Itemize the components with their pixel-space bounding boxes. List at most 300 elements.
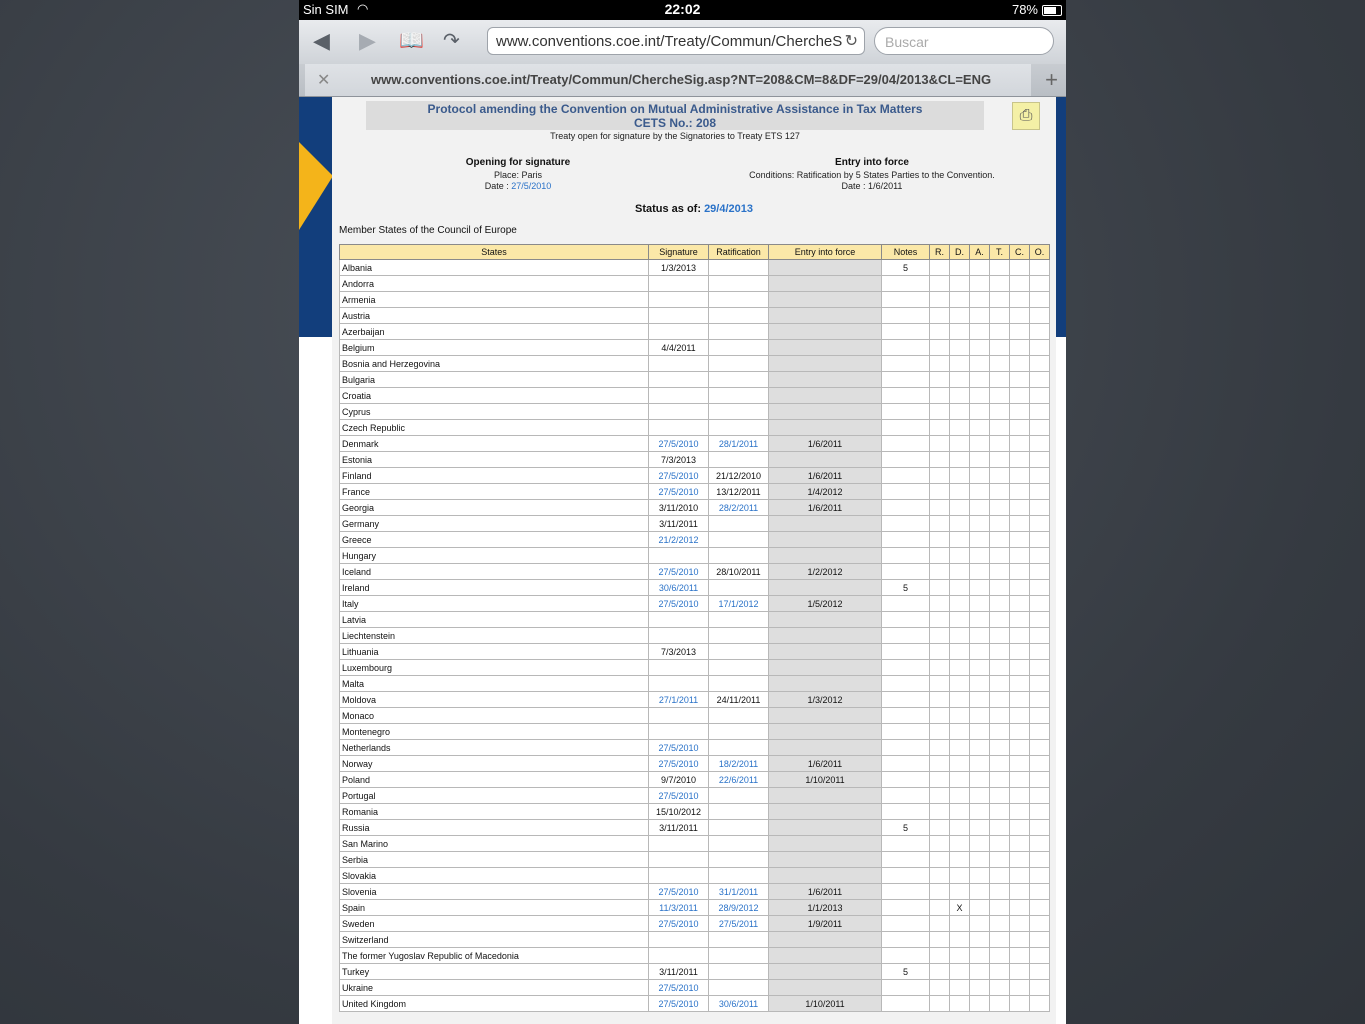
table-row xyxy=(340,964,1050,980)
o-cell xyxy=(1030,324,1050,340)
treaty-title-box xyxy=(366,101,984,130)
table-row xyxy=(340,612,1050,628)
d-cell xyxy=(950,660,970,676)
d-cell xyxy=(950,868,970,884)
ratification-cell xyxy=(709,308,769,324)
ratification-cell[interactable]: 22/6/2011 xyxy=(709,772,769,788)
signature-cell[interactable]: 27/5/2010 xyxy=(649,564,709,580)
ratification-cell[interactable]: 18/2/2011 xyxy=(709,756,769,772)
battery-percent: 78% xyxy=(1011,2,1038,17)
cets-number: CETS No.: 208 xyxy=(633,116,717,130)
reload-icon[interactable]: ↻ xyxy=(844,33,858,50)
c-cell xyxy=(1010,532,1030,548)
state-cell: Ireland xyxy=(340,580,649,596)
notes-cell: 5 xyxy=(882,964,930,980)
d-cell xyxy=(950,820,970,836)
d-cell xyxy=(950,724,970,740)
ratification-cell xyxy=(709,948,769,964)
c-cell xyxy=(1010,996,1030,1012)
d-cell xyxy=(950,948,970,964)
table-row xyxy=(340,692,1050,708)
c-cell xyxy=(1010,868,1030,884)
signature-cell: 7/3/2013 xyxy=(649,644,709,660)
t-cell xyxy=(990,868,1010,884)
signature-cell[interactable]: 27/5/2010 xyxy=(649,996,709,1012)
t-cell xyxy=(990,884,1010,900)
back-arrow-icon[interactable]: ◀ xyxy=(313,28,330,53)
state-cell: Luxembourg xyxy=(340,660,649,676)
column-header: Ratification xyxy=(709,245,769,260)
t-cell xyxy=(990,932,1010,948)
ratification-cell xyxy=(709,708,769,724)
state-cell: Monaco xyxy=(340,708,649,724)
signature-cell[interactable]: 27/5/2010 xyxy=(649,468,709,484)
ratification-cell xyxy=(709,324,769,340)
d-cell xyxy=(950,740,970,756)
state-cell: Norway xyxy=(340,756,649,772)
d-cell xyxy=(950,420,970,436)
r-cell xyxy=(930,836,950,852)
c-cell xyxy=(1010,404,1030,420)
tab-title: www.conventions.coe.int/Treaty/Commun/ChercheSig.asp?NT=208&CM=8&DF=29/04/2013&CL=ENG xyxy=(371,72,992,87)
r-cell xyxy=(930,644,950,660)
notes-cell xyxy=(882,708,930,724)
ipad-screen xyxy=(299,0,1066,1024)
a-cell xyxy=(970,836,990,852)
notes-cell xyxy=(882,996,930,1012)
t-cell xyxy=(990,388,1010,404)
state-cell: San Marino xyxy=(340,836,649,852)
bookmarks-book-icon[interactable]: 📖 xyxy=(399,30,424,52)
table-row xyxy=(340,564,1050,580)
t-cell xyxy=(990,452,1010,468)
t-cell xyxy=(990,404,1010,420)
page-content xyxy=(332,97,1056,1024)
signature-cell xyxy=(649,308,709,324)
opening-date-link[interactable]: 27/5/2010 xyxy=(511,181,552,191)
t-cell xyxy=(990,292,1010,308)
entry-into-force-cell: 1/6/2011 xyxy=(769,500,882,516)
o-cell xyxy=(1030,612,1050,628)
d-cell xyxy=(950,340,970,356)
opening-date xyxy=(418,181,618,191)
o-cell xyxy=(1030,980,1050,996)
a-cell xyxy=(970,452,990,468)
carrier-label: Sin SIM xyxy=(303,2,349,17)
signature-cell xyxy=(649,292,709,308)
a-cell xyxy=(970,612,990,628)
column-header: States xyxy=(340,245,649,260)
table-row xyxy=(340,500,1050,516)
r-cell xyxy=(930,276,950,292)
ratification-cell[interactable]: 27/5/2011 xyxy=(709,916,769,932)
c-cell xyxy=(1010,916,1030,932)
entry-date: Date : 1/6/2011 xyxy=(841,181,903,191)
notes-cell xyxy=(882,516,930,532)
notes-cell xyxy=(882,804,930,820)
signature-cell xyxy=(649,356,709,372)
signature-cell[interactable]: 27/5/2010 xyxy=(649,740,709,756)
entry-into-force-cell: 1/1/2013 xyxy=(769,900,882,916)
ratification-cell xyxy=(709,932,769,948)
ratification-cell xyxy=(709,852,769,868)
notes-cell: 5 xyxy=(882,820,930,836)
close-tab-icon[interactable]: ✕ xyxy=(317,72,331,89)
d-cell xyxy=(950,308,970,324)
table-row xyxy=(340,420,1050,436)
column-header: C. xyxy=(1010,245,1030,260)
r-cell xyxy=(930,516,950,532)
c-cell xyxy=(1010,676,1030,692)
signature-cell xyxy=(649,948,709,964)
r-cell xyxy=(930,788,950,804)
signature-cell[interactable]: 27/5/2010 xyxy=(649,884,709,900)
signature-cell xyxy=(649,612,709,628)
clock: 22:02 xyxy=(664,1,701,17)
url-field[interactable] xyxy=(487,27,865,55)
table-row xyxy=(340,548,1050,564)
c-cell xyxy=(1010,500,1030,516)
c-cell xyxy=(1010,852,1030,868)
url-text: www.conventions.coe.int/Treaty/Commun/ChercheS xyxy=(496,33,843,50)
a-cell xyxy=(970,420,990,436)
ratification-cell[interactable]: 17/1/2012 xyxy=(709,596,769,612)
a-cell xyxy=(970,628,990,644)
o-cell xyxy=(1030,340,1050,356)
entry-into-force-cell: 1/3/2012 xyxy=(769,692,882,708)
d-cell xyxy=(950,916,970,932)
d-cell xyxy=(950,388,970,404)
ratification-cell xyxy=(709,612,769,628)
state-cell: Bosnia and Herzegovina xyxy=(340,356,649,372)
c-cell xyxy=(1010,644,1030,660)
table-row xyxy=(340,836,1050,852)
state-cell: Croatia xyxy=(340,388,649,404)
column-header: D. xyxy=(950,245,970,260)
signature-cell: 3/11/2011 xyxy=(649,516,709,532)
browser-toolbar xyxy=(299,20,1066,65)
r-cell xyxy=(930,612,950,628)
entry-into-force-cell xyxy=(769,612,882,628)
table-body xyxy=(340,260,1050,1012)
notes-cell xyxy=(882,628,930,644)
d-cell xyxy=(950,404,970,420)
state-cell: Iceland xyxy=(340,564,649,580)
r-cell xyxy=(930,628,950,644)
table-row xyxy=(340,676,1050,692)
signature-cell xyxy=(649,932,709,948)
d-cell xyxy=(950,676,970,692)
notes-cell xyxy=(882,900,930,916)
d-cell: X xyxy=(950,900,970,916)
state-cell: Russia xyxy=(340,820,649,836)
o-cell xyxy=(1030,596,1050,612)
t-cell xyxy=(990,676,1010,692)
web-page xyxy=(299,97,1066,1024)
state-cell: Portugal xyxy=(340,788,649,804)
ratification-cell xyxy=(709,676,769,692)
state-cell: Serbia xyxy=(340,852,649,868)
ratification-cell xyxy=(709,452,769,468)
o-cell xyxy=(1030,836,1050,852)
a-cell xyxy=(970,436,990,452)
table-row xyxy=(340,580,1050,596)
signature-cell[interactable]: 27/5/2010 xyxy=(649,484,709,500)
entry-into-force-cell: 1/10/2011 xyxy=(769,996,882,1012)
state-cell: Austria xyxy=(340,308,649,324)
d-cell xyxy=(950,708,970,724)
ratification-cell[interactable]: 28/9/2012 xyxy=(709,900,769,916)
r-cell xyxy=(930,660,950,676)
table-row xyxy=(340,820,1050,836)
a-cell xyxy=(970,916,990,932)
ratification-cell xyxy=(709,260,769,276)
d-cell xyxy=(950,980,970,996)
ratification-cell: 28/10/2011 xyxy=(709,564,769,580)
ratification-cell[interactable]: 30/6/2011 xyxy=(709,996,769,1012)
o-cell xyxy=(1030,564,1050,580)
entry-into-force-cell xyxy=(769,548,882,564)
o-cell xyxy=(1030,676,1050,692)
o-cell xyxy=(1030,308,1050,324)
battery-icon xyxy=(1042,5,1062,16)
c-cell xyxy=(1010,740,1030,756)
state-cell: Bulgaria xyxy=(340,372,649,388)
notes-cell xyxy=(882,324,930,340)
r-cell xyxy=(930,420,950,436)
a-cell xyxy=(970,948,990,964)
state-cell: Switzerland xyxy=(340,932,649,948)
ratification-cell xyxy=(709,372,769,388)
c-cell xyxy=(1010,660,1030,676)
t-cell xyxy=(990,420,1010,436)
o-cell xyxy=(1030,628,1050,644)
r-cell xyxy=(930,372,950,388)
t-cell xyxy=(990,500,1010,516)
notes-cell xyxy=(882,468,930,484)
signature-cell: 3/11/2011 xyxy=(649,964,709,980)
notes-cell xyxy=(882,916,930,932)
d-cell xyxy=(950,964,970,980)
signature-cell[interactable]: 27/5/2010 xyxy=(649,980,709,996)
notes-cell xyxy=(882,340,930,356)
signature-cell[interactable]: 30/6/2011 xyxy=(649,580,709,596)
ratification-cell xyxy=(709,532,769,548)
o-cell xyxy=(1030,916,1050,932)
opening-date-label: Date : xyxy=(484,181,512,191)
c-cell xyxy=(1010,708,1030,724)
table-row xyxy=(340,644,1050,660)
state-cell: Estonia xyxy=(340,452,649,468)
c-cell xyxy=(1010,804,1030,820)
notes-cell xyxy=(882,548,930,564)
r-cell xyxy=(930,308,950,324)
a-cell xyxy=(970,484,990,500)
signature-cell xyxy=(649,660,709,676)
o-cell xyxy=(1030,708,1050,724)
signature-cell[interactable]: 11/3/2011 xyxy=(649,900,709,916)
signature-cell[interactable]: 27/5/2010 xyxy=(649,436,709,452)
states-table xyxy=(339,244,1050,1012)
table-row xyxy=(340,356,1050,372)
d-cell xyxy=(950,260,970,276)
entry-into-force-cell xyxy=(769,452,882,468)
d-cell xyxy=(950,932,970,948)
o-cell xyxy=(1030,900,1050,916)
entry-into-force-cell xyxy=(769,740,882,756)
c-cell xyxy=(1010,692,1030,708)
table-row xyxy=(340,628,1050,644)
table-row xyxy=(340,980,1050,996)
o-cell xyxy=(1030,788,1050,804)
table-row xyxy=(340,852,1050,868)
search-input[interactable]: Buscar xyxy=(874,27,1054,55)
notes-cell xyxy=(882,404,930,420)
d-cell xyxy=(950,484,970,500)
table-row xyxy=(340,884,1050,900)
d-cell xyxy=(950,756,970,772)
r-cell xyxy=(930,596,950,612)
t-cell xyxy=(990,804,1010,820)
a-cell xyxy=(970,820,990,836)
d-cell xyxy=(950,644,970,660)
t-cell xyxy=(990,852,1010,868)
state-cell: France xyxy=(340,484,649,500)
a-cell xyxy=(970,884,990,900)
state-cell: Turkey xyxy=(340,964,649,980)
table-row xyxy=(340,372,1050,388)
table-row xyxy=(340,324,1050,340)
t-cell xyxy=(990,276,1010,292)
ratification-cell[interactable]: 31/1/2011 xyxy=(709,884,769,900)
ratification-cell xyxy=(709,964,769,980)
ratification-cell xyxy=(709,644,769,660)
signature-cell[interactable]: 27/5/2010 xyxy=(649,916,709,932)
notes-cell xyxy=(882,884,930,900)
table-row xyxy=(340,308,1050,324)
ratification-cell: 24/11/2011 xyxy=(709,692,769,708)
table-row xyxy=(340,260,1050,276)
t-cell xyxy=(990,964,1010,980)
notes-cell xyxy=(882,852,930,868)
table-row xyxy=(340,292,1050,308)
r-cell xyxy=(930,980,950,996)
c-cell xyxy=(1010,948,1030,964)
entry-heading: Entry into force xyxy=(835,157,909,168)
forward-arrow-icon[interactable]: ▶ xyxy=(359,28,376,53)
r-cell xyxy=(930,804,950,820)
table-row xyxy=(340,340,1050,356)
c-cell xyxy=(1010,340,1030,356)
ratification-cell xyxy=(709,660,769,676)
c-cell xyxy=(1010,628,1030,644)
signature-cell xyxy=(649,852,709,868)
r-cell xyxy=(930,724,950,740)
entry-into-force-cell xyxy=(769,308,882,324)
r-cell xyxy=(930,852,950,868)
t-cell xyxy=(990,756,1010,772)
t-cell xyxy=(990,596,1010,612)
entry-into-force-cell xyxy=(769,644,882,660)
c-cell xyxy=(1010,324,1030,340)
d-cell xyxy=(950,612,970,628)
o-cell xyxy=(1030,484,1050,500)
c-cell xyxy=(1010,884,1030,900)
r-cell xyxy=(930,532,950,548)
r-cell xyxy=(930,404,950,420)
t-cell xyxy=(990,996,1010,1012)
o-cell xyxy=(1030,500,1050,516)
state-cell: The former Yugoslav Republic of Macedonia xyxy=(340,948,649,964)
new-tab-plus-icon[interactable]: + xyxy=(1045,67,1058,92)
t-cell xyxy=(990,644,1010,660)
state-cell: Italy xyxy=(340,596,649,612)
c-cell xyxy=(1010,548,1030,564)
treaty-title: Protocol amending the Convention on Mutual Administrative Assistance in Tax Matters xyxy=(427,102,923,116)
signature-cell[interactable]: 27/1/2011 xyxy=(649,692,709,708)
status-date-link[interactable]: 29/4/2013 xyxy=(704,203,753,215)
r-cell xyxy=(930,388,950,404)
signature-cell[interactable]: 27/5/2010 xyxy=(649,788,709,804)
share-icon[interactable]: ↷ xyxy=(443,30,460,52)
browser-tab[interactable] xyxy=(305,64,1031,96)
notes-cell xyxy=(882,356,930,372)
eu-banner-right xyxy=(1056,97,1066,337)
c-cell xyxy=(1010,900,1030,916)
signature-cell[interactable]: 27/5/2010 xyxy=(649,596,709,612)
t-cell xyxy=(990,340,1010,356)
o-cell xyxy=(1030,436,1050,452)
notes-cell xyxy=(882,788,930,804)
table-row xyxy=(340,804,1050,820)
signature-cell[interactable]: 21/2/2012 xyxy=(649,532,709,548)
entry-into-force-cell: 1/9/2011 xyxy=(769,916,882,932)
c-cell xyxy=(1010,420,1030,436)
state-cell: Montenegro xyxy=(340,724,649,740)
signature-cell[interactable]: 27/5/2010 xyxy=(649,756,709,772)
signature-cell: 7/3/2013 xyxy=(649,452,709,468)
printer-icon[interactable]: ⎙ xyxy=(1012,102,1040,130)
entry-into-force-cell xyxy=(769,980,882,996)
t-cell xyxy=(990,372,1010,388)
a-cell xyxy=(970,500,990,516)
entry-into-force-cell xyxy=(769,868,882,884)
r-cell xyxy=(930,820,950,836)
entry-into-force-cell xyxy=(769,804,882,820)
entry-into-force-cell xyxy=(769,388,882,404)
ratification-cell[interactable]: 28/1/2011 xyxy=(709,436,769,452)
entry-into-force-cell: 1/10/2011 xyxy=(769,772,882,788)
a-cell xyxy=(970,676,990,692)
a-cell xyxy=(970,804,990,820)
o-cell xyxy=(1030,884,1050,900)
state-cell: Latvia xyxy=(340,612,649,628)
c-cell xyxy=(1010,260,1030,276)
t-cell xyxy=(990,836,1010,852)
ratification-cell xyxy=(709,516,769,532)
c-cell xyxy=(1010,772,1030,788)
ratification-cell[interactable]: 28/2/2011 xyxy=(709,500,769,516)
table-row xyxy=(340,660,1050,676)
c-cell xyxy=(1010,276,1030,292)
r-cell xyxy=(930,868,950,884)
table-row xyxy=(340,388,1050,404)
d-cell xyxy=(950,628,970,644)
o-cell xyxy=(1030,276,1050,292)
c-cell xyxy=(1010,596,1030,612)
notes-cell xyxy=(882,676,930,692)
d-cell xyxy=(950,516,970,532)
